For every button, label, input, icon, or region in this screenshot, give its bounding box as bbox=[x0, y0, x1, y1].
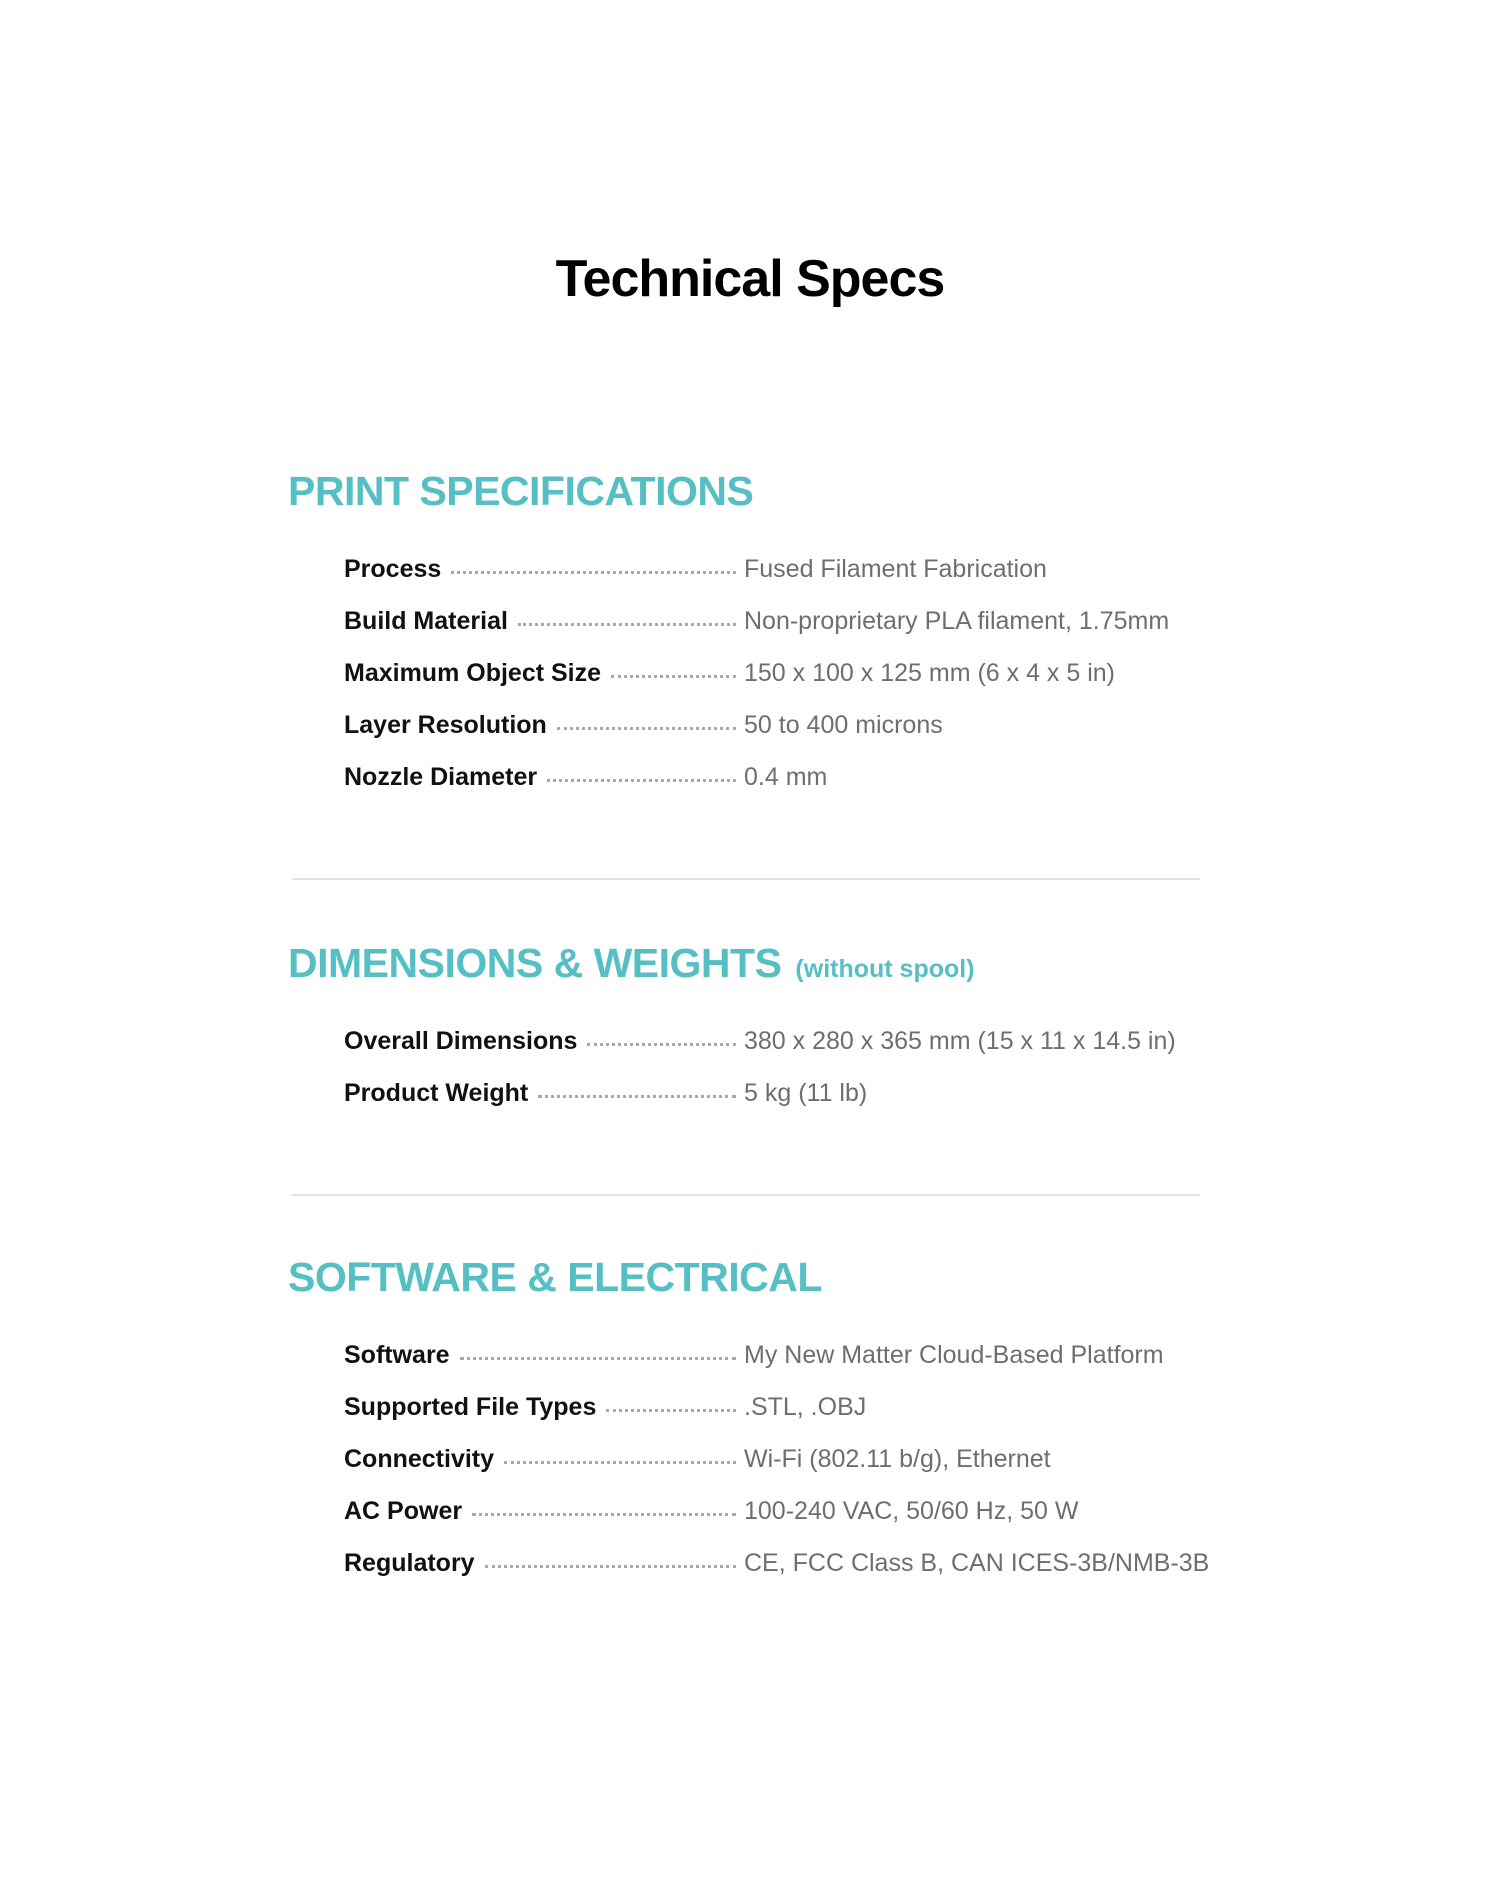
dot-leader bbox=[538, 1095, 736, 1098]
spec-label: Connectivity bbox=[344, 1445, 495, 1473]
section-title: DIMENSIONS & WEIGHTS bbox=[288, 940, 782, 986]
spec-list bbox=[288, 1341, 1208, 1601]
spec-value: 380 x 280 x 365 mm (15 x 11 x 14.5 in) bbox=[744, 1027, 1176, 1055]
dot-leader bbox=[606, 1409, 736, 1412]
dot-leader bbox=[451, 571, 736, 574]
dot-leader bbox=[547, 779, 736, 782]
dot-leader bbox=[504, 1461, 736, 1464]
spec-value: 0.4 mm bbox=[744, 763, 828, 791]
spec-row-ac-power bbox=[344, 1497, 1208, 1549]
spec-row-build-material bbox=[344, 607, 1208, 659]
spec-row-regulatory bbox=[344, 1549, 1208, 1601]
spec-label: Process bbox=[344, 555, 442, 583]
spec-list bbox=[288, 555, 1208, 815]
dot-leader bbox=[472, 1513, 736, 1516]
spec-value: My New Matter Cloud-Based Platform bbox=[744, 1341, 1164, 1369]
spec-label-cell bbox=[344, 1393, 744, 1422]
spec-value: .STL, .OBJ bbox=[744, 1393, 867, 1421]
print-specifications-section bbox=[288, 468, 1208, 815]
spec-row-software bbox=[344, 1341, 1208, 1393]
spec-row-maximum-object-size bbox=[344, 659, 1208, 711]
software-electrical-section bbox=[288, 1254, 1208, 1601]
spec-row-overall-dimensions bbox=[344, 1027, 1208, 1079]
spec-label-cell bbox=[344, 1079, 744, 1108]
spec-label: Layer Resolution bbox=[344, 711, 547, 739]
dimensions-weights-section bbox=[288, 940, 1208, 1131]
page-title: Technical Specs bbox=[555, 249, 945, 308]
spec-value: CE, FCC Class B, CAN ICES-3B/NMB-3B bbox=[744, 1549, 1210, 1577]
dot-leader bbox=[611, 675, 736, 678]
spec-row-product-weight bbox=[344, 1079, 1208, 1131]
spec-label: Build Material bbox=[344, 607, 508, 635]
section-title: SOFTWARE & ELECTRICAL bbox=[288, 1254, 822, 1300]
spec-value: 50 to 400 microns bbox=[744, 711, 943, 739]
section-heading bbox=[288, 940, 1208, 987]
spec-label: Product Weight bbox=[344, 1079, 529, 1107]
dot-leader bbox=[518, 623, 736, 626]
spec-label: Supported File Types bbox=[344, 1393, 597, 1421]
dot-leader bbox=[557, 727, 736, 730]
section-heading bbox=[288, 1254, 1208, 1301]
spec-row-process bbox=[344, 555, 1208, 607]
section-divider bbox=[292, 1194, 1200, 1196]
section-title: PRINT SPECIFICATIONS bbox=[288, 468, 754, 514]
spec-label: Nozzle Diameter bbox=[344, 763, 538, 791]
dot-leader bbox=[485, 1565, 736, 1568]
spec-label: Regulatory bbox=[344, 1549, 475, 1577]
spec-value: 5 kg (11 lb) bbox=[744, 1079, 868, 1107]
spec-label-cell bbox=[344, 607, 744, 636]
spec-value: Wi-Fi (802.11 b/g), Ethernet bbox=[744, 1445, 1051, 1473]
spec-value: Non-proprietary PLA filament, 1.75mm bbox=[744, 607, 1170, 635]
spec-label-cell bbox=[344, 711, 744, 740]
spec-label-cell bbox=[344, 1027, 744, 1056]
spec-label-cell bbox=[344, 659, 744, 688]
spec-row-layer-resolution bbox=[344, 711, 1208, 763]
spec-row-nozzle-diameter bbox=[344, 763, 1208, 815]
spec-label: AC Power bbox=[344, 1497, 463, 1525]
spec-label-cell bbox=[344, 1445, 744, 1474]
spec-row-supported-file-types bbox=[344, 1393, 1208, 1445]
section-note: (without spool) bbox=[795, 955, 975, 983]
section-heading bbox=[288, 468, 1208, 515]
spec-label-cell bbox=[344, 555, 744, 584]
spec-label: Software bbox=[344, 1341, 450, 1369]
section-divider bbox=[292, 878, 1200, 880]
dot-leader bbox=[587, 1043, 736, 1046]
spec-label: Maximum Object Size bbox=[344, 659, 602, 687]
spec-label-cell bbox=[344, 763, 744, 792]
dot-leader bbox=[460, 1357, 736, 1360]
spec-value: 100-240 VAC, 50/60 Hz, 50 W bbox=[744, 1497, 1079, 1525]
spec-label: Overall Dimensions bbox=[344, 1027, 578, 1055]
spec-value: 150 x 100 x 125 mm (6 x 4 x 5 in) bbox=[744, 659, 1116, 687]
spec-label-cell bbox=[344, 1497, 744, 1526]
spec-label-cell bbox=[344, 1549, 744, 1578]
spec-value: Fused Filament Fabrication bbox=[744, 555, 1047, 583]
spec-label-cell bbox=[344, 1341, 744, 1370]
spec-list bbox=[288, 1027, 1208, 1131]
spec-row-connectivity bbox=[344, 1445, 1208, 1497]
